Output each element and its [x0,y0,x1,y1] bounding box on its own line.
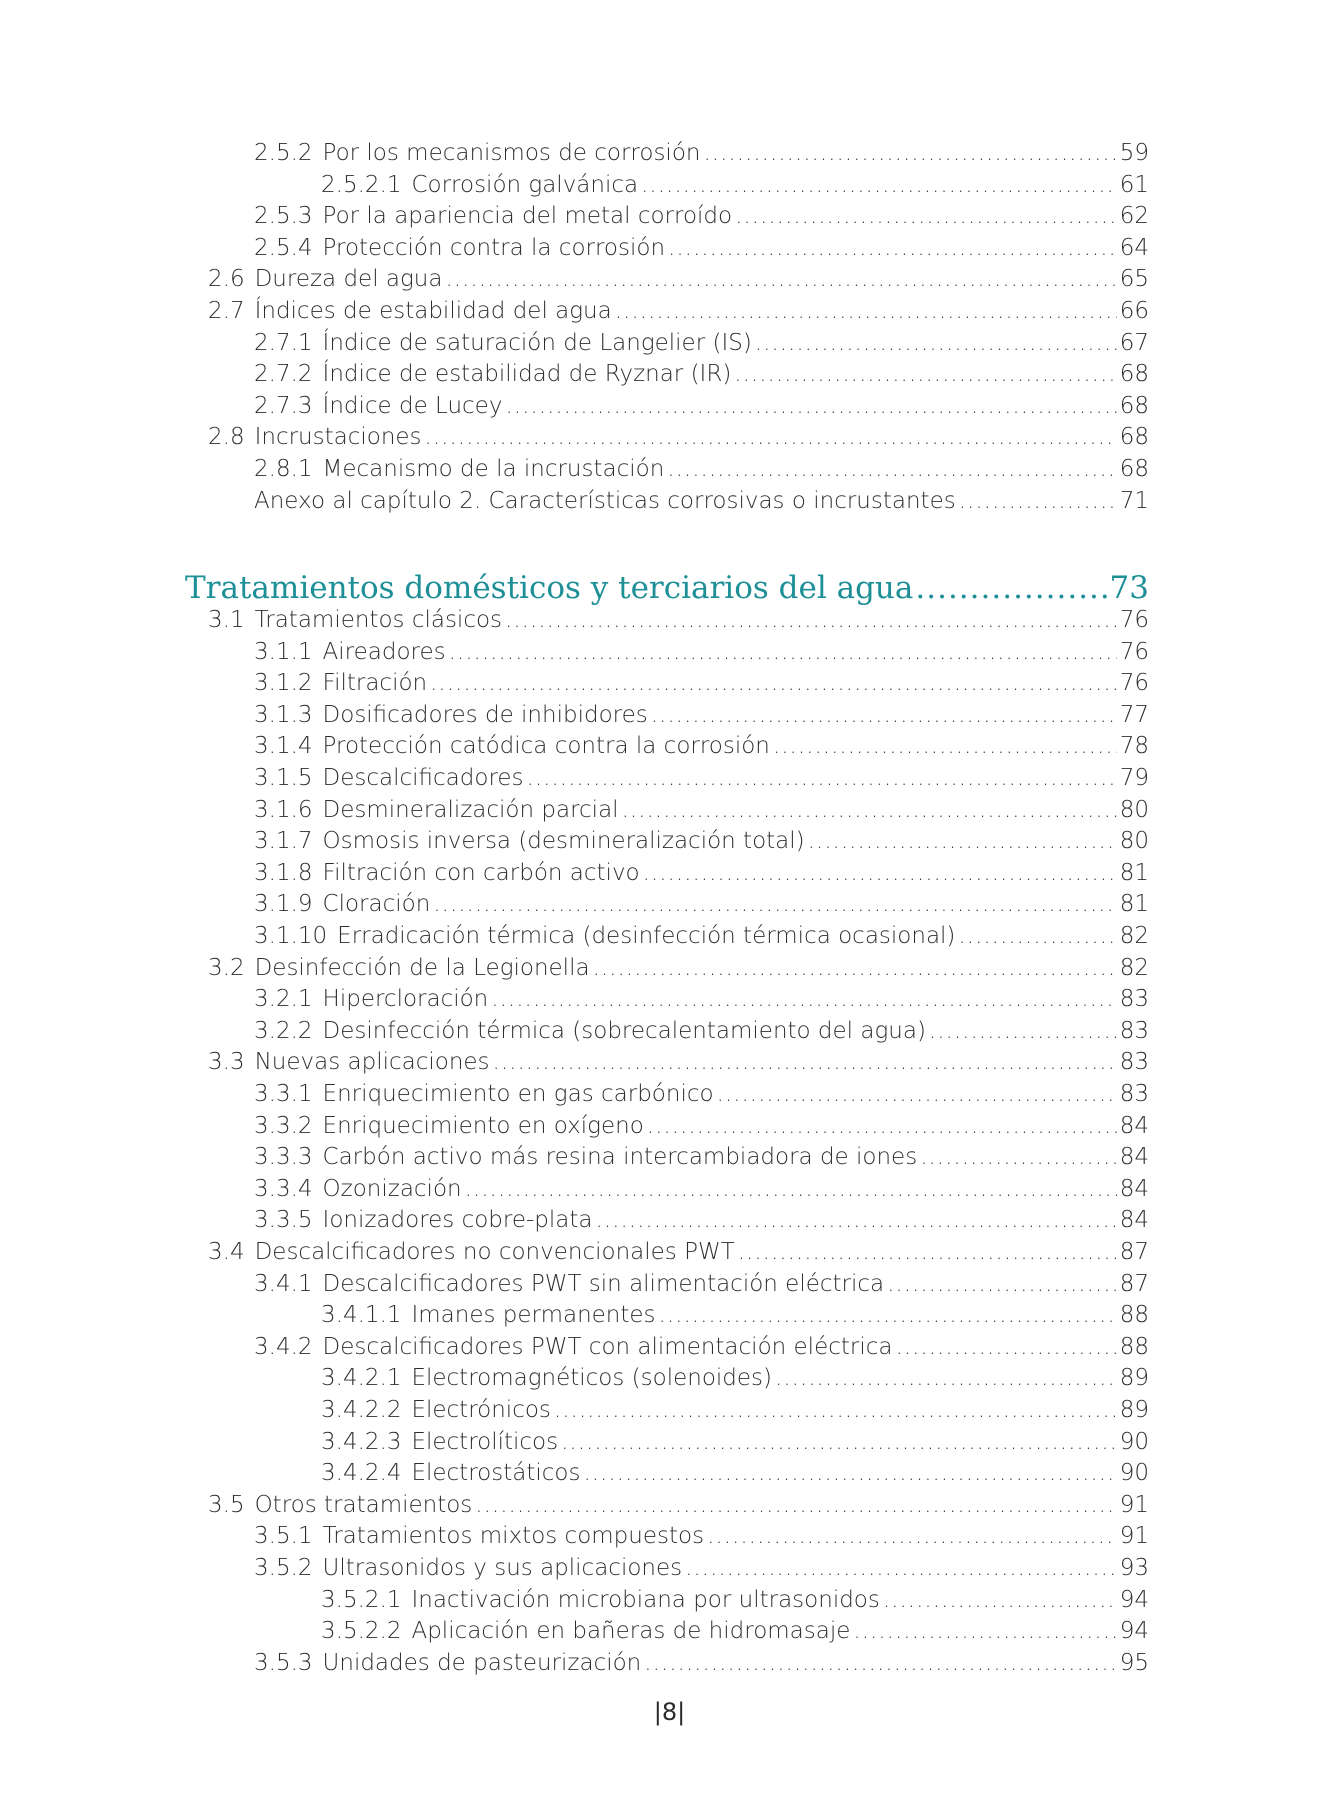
toc-entry[interactable] [254,730,1149,762]
toc-entry[interactable] [321,1457,1149,1489]
toc-entry-number: 3.3.2 [254,1112,313,1139]
toc-entry-label [254,1552,682,1584]
toc-entry-number: 3.1.2 [254,670,313,697]
toc-entry-page: 89 [1119,1365,1149,1392]
toc-entry[interactable] [254,762,1149,794]
toc-entry-label [321,1426,558,1458]
toc-entry-label [254,1173,462,1205]
toc-entry-title: Índice de Lucey [322,392,503,419]
toc-entry-title: Imanes permanentes [411,1302,656,1329]
toc-entry-title: Electromagnéticos (solenoides) [411,1365,772,1392]
dot-leader [615,295,1117,327]
toc-entry-number: 3.3.4 [254,1175,313,1202]
dot-leader [493,1046,1117,1078]
toc-entry-title: Unidades de pasteurización [322,1649,642,1676]
toc-entry-number: 3.3.3 [254,1144,313,1171]
toc-entry-title: Electrostáticos [411,1460,581,1487]
toc-entry-number: 3.5.3 [254,1649,313,1676]
toc-entry[interactable] [321,1584,1149,1616]
dot-leader [734,358,1116,390]
toc-entry-title: Aplicación en bañeras de hidromasaje [411,1618,851,1645]
toc-entry[interactable] [321,169,1149,201]
toc-entry-title: Incrustaciones [254,424,422,451]
dot-leader [717,1078,1117,1110]
toc-entry-page: 87 [1119,1239,1149,1265]
toc-entry-number: 3.3.1 [254,1081,313,1107]
toc-entry-title: Descalcificadores no convencionales PWT [254,1239,735,1265]
toc-entry-label [254,920,955,952]
dot-leader [958,920,1116,952]
dot-leader [959,485,1117,517]
toc-entry-title: Ultrasonidos y sus aplicaciones [322,1555,683,1581]
toc-entry[interactable] [254,667,1149,699]
dot-leader [685,1552,1117,1584]
toc-entry-page: 83 [1119,1017,1149,1044]
toc-entry-number: 3.4.2 [254,1333,313,1360]
toc-entry-label [254,1331,892,1363]
toc-entry-page: 62 [1119,203,1149,230]
toc-entry-title: Índice de estabilidad de Ryznar (IR) [322,361,732,388]
toc-entry-number: 3.1.3 [254,701,313,728]
toc-entry-label [208,604,502,636]
toc-entry-page: 93 [1119,1555,1149,1581]
toc-entry-page: 71 [1119,487,1149,514]
toc-entry-page: 76 [1119,638,1149,665]
toc-entry-title: Cloración [322,891,431,918]
dot-leader [920,1141,1117,1173]
toc-entry-page: 77 [1119,701,1149,728]
toc-entry-page: 91 [1119,1491,1149,1518]
toc-entry-label [321,1394,551,1426]
toc-entry-number: 2.5.3 [254,203,313,230]
toc-entry-label [254,825,805,857]
toc-entry-title: Protección contra la corrosión [322,234,666,261]
toc-entry-label [254,762,524,794]
dot-leader [641,169,1117,201]
toc-entry-page: 83 [1119,1081,1149,1107]
toc-entry-number: 2.7.1 [254,329,313,356]
toc-entry-page: 61 [1119,171,1149,198]
toc-entry-label [254,1268,884,1300]
toc-entry-page: 90 [1119,1428,1149,1455]
toc-entry-label [254,390,502,422]
toc-entry-title: Filtración con carbón activo [322,859,640,886]
toc-entry-page: 89 [1119,1397,1149,1423]
toc-entry[interactable] [254,453,1149,485]
toc-entry-title: Hipercloración [322,986,489,1013]
toc-entry-title: Tratamientos mixtos compuestos [322,1523,705,1550]
toc-entry-page: 88 [1119,1302,1149,1329]
toc-entry[interactable] [254,1078,1149,1110]
toc-entry[interactable] [254,699,1149,731]
toc-entry-title: Desinfección de la Legionella [254,954,590,981]
toc-entry-page: 68 [1119,424,1149,451]
toc-entry[interactable] [254,358,1149,390]
dot-leader [667,453,1116,485]
toc-entry[interactable] [208,952,1149,984]
toc-entry-page: 68 [1119,361,1149,388]
toc-entry-page: 81 [1119,859,1149,886]
dot-leader [491,983,1116,1015]
toc-entry-title: Aireadores [322,638,446,665]
toc-entry-number: 3.1.1 [254,638,313,665]
toc-entry-number: 3.4.2.3 [321,1428,402,1455]
dot-leader [887,1268,1117,1300]
toc-entry-page: 91 [1119,1523,1149,1550]
toc-entry-label [254,857,640,889]
toc-entry-label [254,1204,593,1236]
toc-entry-title: Corrosión galvánica [411,171,639,198]
toc-entry[interactable] [254,390,1149,422]
dot-leader [445,263,1116,295]
toc-entry-page: 65 [1119,266,1149,293]
toc-entry-number: 3.5.2 [254,1555,313,1581]
toc-entry-title: Dureza del agua [254,266,443,293]
toc-entry-label [254,1110,644,1142]
toc-entry-title: Índice de saturación de Langelier (IS) [322,329,752,356]
dot-leader [465,1173,1117,1205]
toc-entry-number: 3.2.2 [254,1017,313,1044]
dot-leader [659,1299,1117,1331]
toc-entry[interactable] [254,1110,1149,1142]
toc-entry[interactable] [254,920,1149,952]
toc-entry[interactable] [254,857,1149,889]
dot-leader [647,1110,1117,1142]
toc-entry-page: 78 [1119,733,1149,760]
toc-entry[interactable] [254,200,1149,232]
toc-entry-number: 3.4.1 [254,1270,313,1297]
dot-leader [527,762,1117,794]
dot-leader [668,232,1117,264]
toc-entry-label [321,1584,880,1616]
toc-entry-page: 80 [1119,828,1149,855]
toc-entry-number: 3.2 [208,954,245,981]
dot-leader [738,1236,1117,1268]
toc-entry-title: Anexo al capítulo 2. Características corrosivas o incrustantes [254,487,956,514]
dot-leader [883,1584,1117,1616]
toc-entry[interactable] [254,983,1149,1015]
toc-entry[interactable] [254,1552,1149,1584]
toc-entry-number: 3.4 [208,1239,245,1265]
toc-entry-title: Ozonización [322,1175,462,1202]
toc-entry-number: 3.3.5 [254,1207,313,1234]
toc-entry-label [208,952,590,984]
toc-entry[interactable] [254,888,1149,920]
toc-entry-label [208,1236,735,1268]
toc-entry-page: 83 [1119,986,1149,1013]
toc-entry-number: 3.3 [208,1049,245,1076]
toc-entry-label [321,169,638,201]
toc-entry-label [254,794,619,826]
toc-entry-label [208,263,442,295]
toc-entry-page: 84 [1119,1207,1149,1234]
toc-entry-title: Electrónicos [411,1397,551,1423]
toc-entry-title: Filtración [322,670,428,697]
toc-entry[interactable] [321,1362,1149,1394]
dot-leader [593,952,1117,984]
toc-entry-page: 84 [1119,1112,1149,1139]
toc-entry-number: 2.7.2 [254,361,313,388]
toc-entry-label [254,232,665,264]
toc-entry-title: Electrolíticos [411,1428,559,1455]
toc-entry-title: Nuevas aplicaciones [254,1049,490,1076]
dot-leader [433,888,1116,920]
toc-entry[interactable] [254,1268,1149,1300]
toc-entry[interactable] [254,1647,1149,1679]
toc-entry-page: 82 [1119,923,1149,949]
toc-entry-label [254,358,731,390]
toc-entry[interactable] [208,1236,1149,1268]
toc-entry-label [254,137,700,169]
toc-entry-label [254,1141,917,1173]
dot-leader [583,1457,1116,1489]
toc-entry[interactable] [254,1520,1149,1552]
dot-leader [425,421,1117,453]
toc-entry-page: 66 [1119,298,1149,324]
toc-entry-title: Desmineralización parcial [322,796,619,823]
toc-entry-title: Por los mecanismos de corrosión [322,140,701,166]
chapter-page: 73 [1109,570,1149,606]
toc-entry-number: 2.7 [208,298,245,324]
dot-leader [651,699,1117,731]
toc-entry[interactable] [208,263,1149,295]
toc-entry-title: Descalcificadores PWT con alimentación eléctrica [322,1333,893,1360]
chapter-title: Tratamientos domésticos y terciarios del agua [185,570,914,606]
dot-leader [929,1015,1117,1047]
toc-entry-number: 3.1.7 [254,828,313,855]
toc-entry-number: 3.4.2.2 [321,1397,402,1423]
toc-entry-label [321,1615,850,1647]
toc-entry-number: 2.8.1 [254,456,313,482]
dot-leader [773,730,1117,762]
toc-entry-label [208,295,612,327]
toc-entry-title: Osmosis inversa (desmineralización total) [322,828,805,855]
toc-entry-label [208,1489,472,1521]
toc-entry-number: 2.5.2.1 [321,171,402,198]
toc-entry-page: 83 [1119,1049,1149,1076]
toc-entry-page: 68 [1119,456,1149,482]
toc-entry-label [254,983,488,1015]
toc-entry-page: 95 [1119,1649,1149,1676]
toc-entry[interactable] [254,327,1149,359]
toc-entry-page: 84 [1119,1175,1149,1202]
toc-entry-label [254,636,446,668]
toc-entry[interactable] [254,1331,1149,1363]
toc-entry-page: 88 [1119,1333,1149,1360]
toc-entry-page: 76 [1119,670,1149,697]
toc-entry-title: Tratamientos clásicos [254,607,503,633]
dot-leader [735,200,1117,232]
toc-entry-title: Dosificadores de inhibidores [322,701,648,728]
dot-leader [430,667,1117,699]
dot-leader [775,1362,1117,1394]
toc-entry-title: Erradicación térmica (desinfección térmica ocasional) [337,923,956,949]
toc-entry-number: 3.1.5 [254,765,313,791]
toc-entry-title: Descalcificadores [322,765,524,791]
toc-entry-label [254,1078,714,1110]
toc-entry-title: Ionizadores cobre-plata [322,1207,593,1234]
toc-entry-page: 94 [1119,1618,1149,1645]
toc-entry-label [254,1647,641,1679]
dot-leader [554,1394,1117,1426]
toc-entry-page: 64 [1119,234,1149,261]
toc-entry-number: 3.5.2.2 [321,1618,402,1645]
toc-entry[interactable] [208,1046,1149,1078]
toc-entry-number: 3.4.2.4 [321,1460,402,1487]
toc-entry-title: Otros tratamientos [254,1491,473,1518]
toc-entry-number: 3.1.10 [254,923,328,949]
toc-entry-label [254,327,752,359]
toc-entry-number: 3.1 [208,607,245,633]
dot-leader [707,1520,1117,1552]
toc-entry[interactable] [208,421,1149,453]
toc-entry-page: 87 [1119,1270,1149,1297]
toc-entry-title: Protección catódica contra la corrosión [322,733,770,760]
toc-entry-label [254,485,956,517]
toc-entry-number: 3.5.1 [254,1523,313,1550]
toc-entry-label [208,421,422,453]
toc-entry[interactable] [254,636,1149,668]
toc-entry[interactable] [254,794,1149,826]
toc-entry-number: 3.4.1.1 [321,1302,402,1329]
dot-leader [755,327,1117,359]
toc-entry-number: 2.5.2 [254,140,313,166]
toc-entry-number: 3.2.1 [254,986,313,1013]
toc-entry[interactable] [208,604,1149,636]
dot-leader [449,636,1117,668]
dot-leader [643,857,1117,889]
toc-entry-label [254,888,430,920]
toc-entry-page: 59 [1119,140,1149,166]
toc-entry-page: 90 [1119,1460,1149,1487]
toc-entry-page: 79 [1119,765,1149,791]
toc-entry-label [254,699,648,731]
toc-entry-label [254,200,732,232]
toc-entry-page: 82 [1119,954,1149,981]
toc-entry[interactable] [254,485,1149,517]
dot-leader [644,1647,1116,1679]
dot-leader [475,1489,1116,1521]
toc-entry-number: 3.4.2.1 [321,1365,402,1392]
dot-leader [703,137,1116,169]
toc-entry-label [321,1299,656,1331]
toc-entry-label [254,1015,926,1047]
toc-entry-page: 94 [1119,1586,1149,1613]
toc-entry-number: 3.5 [208,1491,245,1518]
toc-entry[interactable] [254,825,1149,857]
dot-leader [596,1204,1117,1236]
toc-entry-number: 2.7.3 [254,392,313,419]
dot-leader [561,1426,1117,1458]
toc-entry-page: 81 [1119,891,1149,918]
toc-entry-label [321,1362,772,1394]
toc-entry-label [254,667,427,699]
toc-entry-number: 3.1.8 [254,859,313,886]
toc-entry-page: 84 [1119,1144,1149,1171]
toc-entry[interactable] [254,232,1149,264]
toc-entry-label [321,1457,580,1489]
dot-leader [505,604,1117,636]
toc-entry-title: Índices de estabilidad del agua [254,298,612,324]
toc-entry-title: Descalcificadores PWT sin alimentación eléctrica [322,1270,885,1297]
toc-entry[interactable] [254,1204,1149,1236]
toc-entry[interactable] [321,1394,1149,1426]
toc-entry[interactable] [254,137,1149,169]
toc-entry[interactable] [254,1173,1149,1205]
toc-entry-number: 3.1.6 [254,796,313,823]
toc-entry-page: 80 [1119,796,1149,823]
toc-entry-number: 2.5.4 [254,234,313,261]
dot-leader [895,1331,1116,1363]
toc-entry-page: 67 [1119,329,1149,356]
toc-entry-number: 3.1.9 [254,891,313,918]
toc-entry-label [254,453,664,485]
toc-entry[interactable] [321,1615,1149,1647]
toc-entry-label [208,1046,490,1078]
dot-leader [505,390,1116,422]
dot-leader [808,825,1117,857]
toc-entry-label [254,1520,704,1552]
page-number: |8| [653,1698,686,1726]
toc-entry[interactable] [321,1426,1149,1458]
toc-entry-title: Desinfección térmica (sobrecalentamiento del agua) [322,1017,926,1044]
toc-entry-number: 3.5.2.1 [321,1586,402,1613]
toc-entry-page: 76 [1119,607,1149,633]
toc-entry[interactable] [254,1015,1149,1047]
toc-entry-number: 2.6 [208,266,245,293]
toc-entry-number: 3.1.4 [254,733,313,760]
dot-leader [622,794,1117,826]
toc-entry-label [254,730,770,762]
dot-leader [853,1615,1116,1647]
toc-entry-page: 68 [1119,392,1149,419]
toc-entry-title: Inactivación microbiana por ultrasonidos [411,1586,880,1613]
toc-entry[interactable] [208,295,1149,327]
toc-entry-title: Mecanismo de la incrustación [322,456,665,482]
toc-entry[interactable] [208,1489,1149,1521]
toc-entry-title: Por la apariencia del metal corroído [322,203,733,230]
toc-entry-number: 2.8 [208,424,245,451]
toc-entry[interactable] [321,1299,1149,1331]
toc-entry-title: Carbón activo más resina intercambiadora de iones [322,1144,918,1171]
toc-entry-title: Enriquecimiento en gas carbónico [322,1081,714,1107]
toc-entry-title: Enriquecimiento en oxígeno [322,1112,644,1139]
toc-entry[interactable] [254,1141,1149,1173]
